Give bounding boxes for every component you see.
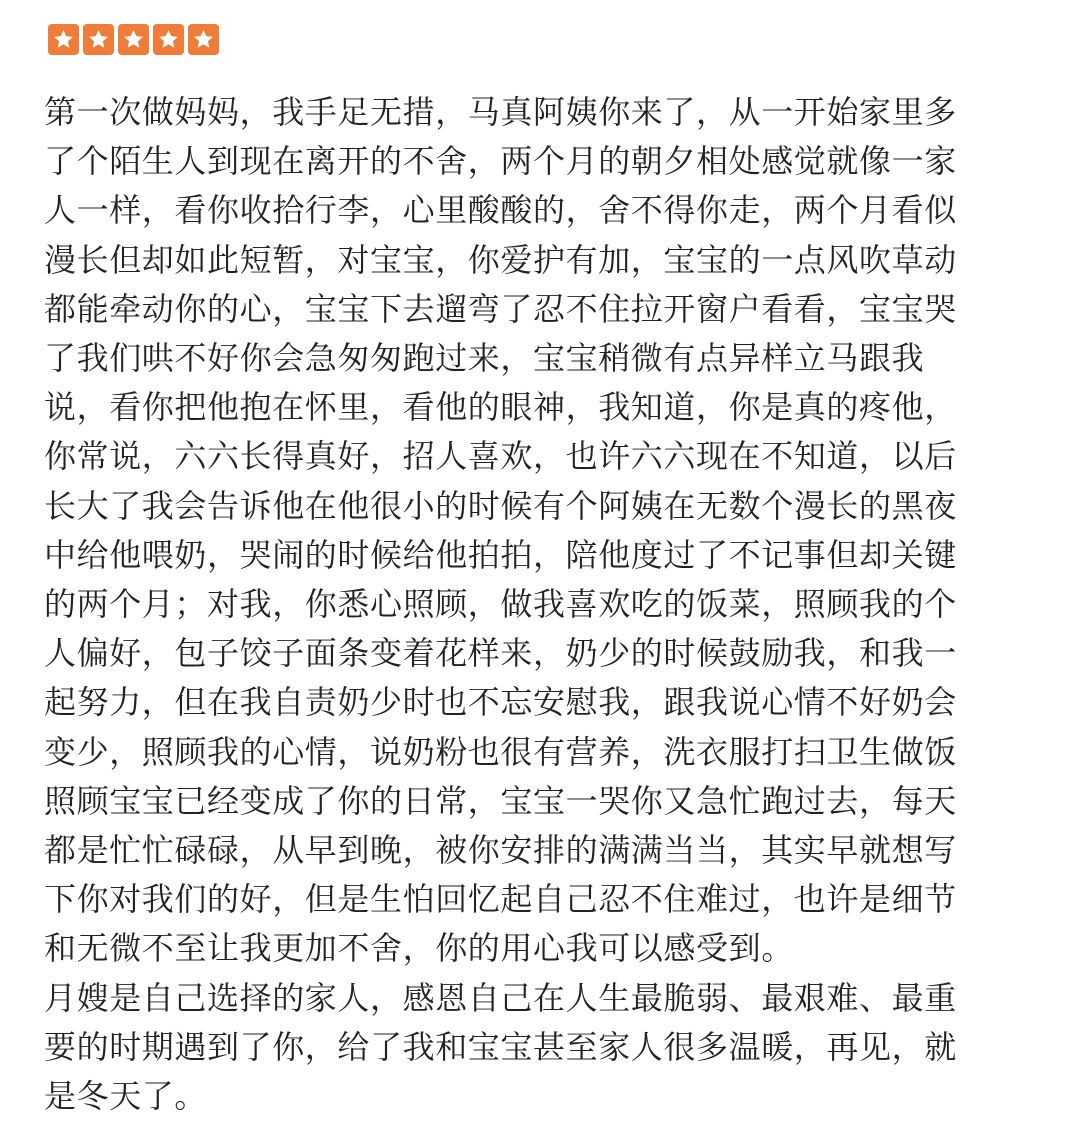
review-paragraph xyxy=(44,88,1034,974)
text-line: 的两个月；对我，你悉心照顾，做我喜欢吃的饭菜，照顾我的个 xyxy=(44,585,957,624)
text-line: 要的时期遇到了你，给了我和宝宝甚至家人很多温暖，再见，就 xyxy=(44,1027,957,1066)
text-line: 都是忙忙碌碌，从早到晚，被你安排的满满当当，其实早就想写 xyxy=(44,831,957,870)
review-paragraph xyxy=(44,974,1034,1121)
text-line: 都能牵动你的心，宝宝下去遛弯了忍不住拉开窗户看看，宝宝哭 xyxy=(44,289,957,328)
text-line: 起努力，但在我自责奶少时也不忘安慰我，跟我说心情不好奶会 xyxy=(44,683,957,722)
text-line: 变少，照顾我的心情，说奶粉也很有营养，洗衣服打扫卫生做饭 xyxy=(44,732,957,771)
text-line: 长大了我会告诉他在他很小的时候有个阿姨在无数个漫长的黑夜 xyxy=(44,486,957,525)
star-icon xyxy=(188,24,219,55)
text-line: 第一次做妈妈，我手足无措，马真阿姨你来了，从一开始家里多 xyxy=(44,93,957,131)
star-rating xyxy=(48,24,219,55)
text-line: 了个陌生人到现在离开的不舍，两个月的朝夕相处感觉就像一家 xyxy=(44,142,957,181)
text-line: 漫长但却如此短暂，对宝宝，你爱护有加，宝宝的一点风吹草动 xyxy=(44,240,957,279)
text-line: 月嫂是自己选择的家人，感恩自己在人生最脆弱、最艰难、最重 xyxy=(44,978,957,1017)
star-icon xyxy=(118,24,149,55)
text-line: 和无微不至让我更加不舍，你的用心我可以感受到。 xyxy=(44,929,794,968)
star-icon xyxy=(153,24,184,55)
text-line: 下你对我们的好，但是生怕回忆起自己忍不住难过，也许是细节 xyxy=(44,880,957,919)
text-line: 说，看你把他抱在怀里，看他的眼神，我知道，你是真的疼他， xyxy=(44,388,957,427)
text-line: 你常说，六六长得真好，招人喜欢，也许六六现在不知道，以后 xyxy=(44,437,957,476)
text-line: 是冬天了。 xyxy=(44,1077,208,1116)
text-line: 照顾宝宝已经变成了你的日常，宝宝一哭你又急忙跑过去，每天 xyxy=(44,781,957,820)
text-line: 人一样，看你收拾行李，心里酸酸的，舍不得你走，两个月看似 xyxy=(44,191,957,230)
text-line: 中给他喂奶，哭闹的时候给他拍拍，陪他度过了不记事但却关键 xyxy=(44,535,957,574)
text-line: 了我们哄不好你会急匆匆跑过来，宝宝稍微有点异样立马跟我 xyxy=(44,339,925,378)
text-line: 人偏好，包子饺子面条变着花样来，奶少的时候鼓励我，和我一 xyxy=(44,634,957,673)
star-icon xyxy=(83,24,114,55)
star-icon xyxy=(48,24,79,55)
review-text xyxy=(44,88,1034,1121)
